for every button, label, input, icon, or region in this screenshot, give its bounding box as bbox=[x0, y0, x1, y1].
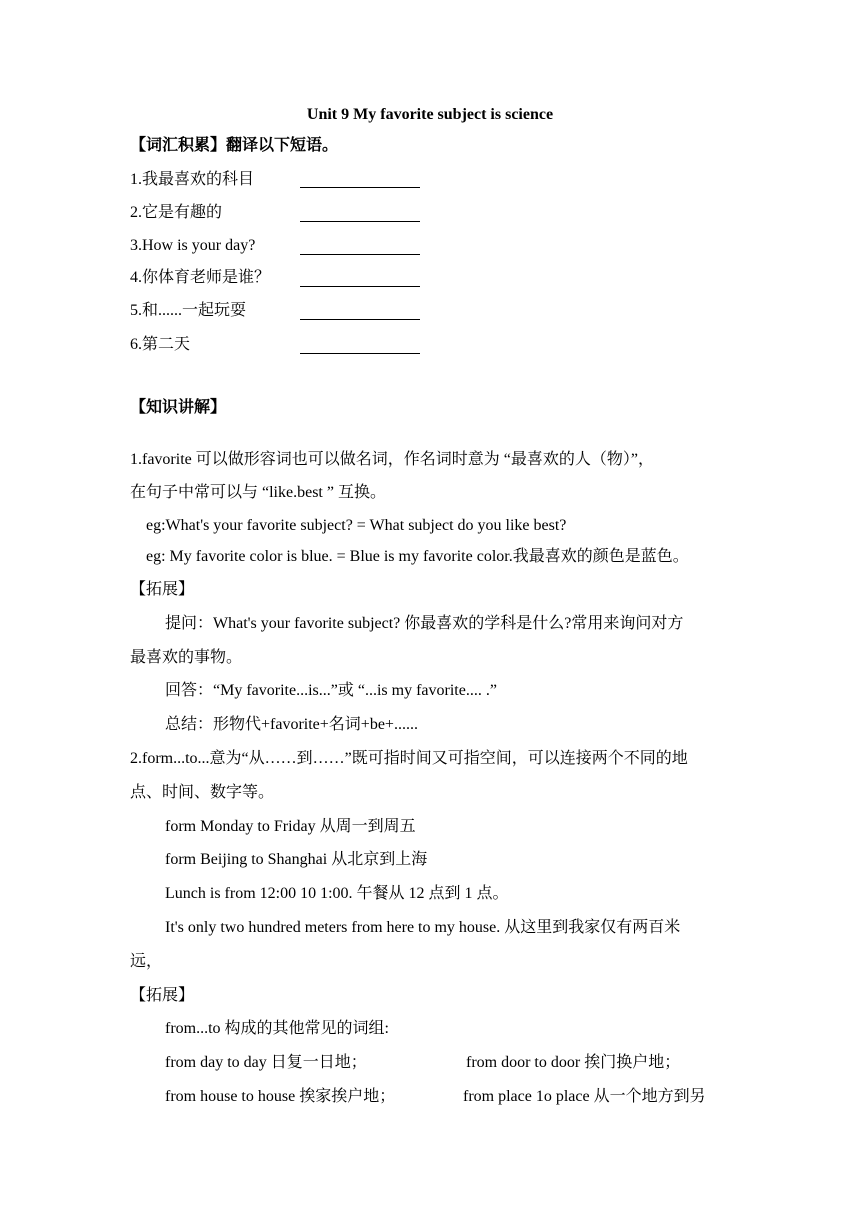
example-line: 远， bbox=[130, 953, 163, 970]
phrase-item: from house to house 挨家挨户地； bbox=[165, 1088, 396, 1105]
paragraph-line: 1.favorite 可以做形容词也可以做名词，作名词时意为 “最喜欢的人（物）”， bbox=[130, 451, 654, 468]
extension-header: 【拓展】 bbox=[130, 987, 195, 1004]
phrase-item: from place 1o place 从一个地方到另 bbox=[463, 1088, 706, 1105]
knowledge-header: 【知识讲解】 bbox=[130, 399, 227, 416]
vocab-item: 3.How is your day? bbox=[130, 237, 256, 254]
vocab-item: 2.它是有趣的 bbox=[130, 204, 223, 221]
paragraph-line: 2.form...to...意为“从……到……”既可指时间又可指空间，可以连接两个不同的地 bbox=[130, 750, 688, 767]
vocab-item: 5.和......一起玩耍 bbox=[130, 302, 247, 319]
extension-header: 【拓展】 bbox=[130, 581, 195, 598]
vocab-header: 【词汇积累】翻译以下短语。 bbox=[130, 137, 339, 154]
answer-blank[interactable] bbox=[300, 319, 420, 320]
example-line: eg:What's your favorite subject? = What subject do you like best? bbox=[146, 517, 567, 534]
paragraph-line: 回答：“My favorite...is...”或 “...is my favorite.... .” bbox=[165, 682, 497, 699]
phrase-item: from door to door 挨门换户地； bbox=[466, 1054, 681, 1071]
phrase-item: from day to day 日复一日地； bbox=[165, 1054, 367, 1071]
answer-blank[interactable] bbox=[300, 286, 420, 287]
paragraph-line: 点、时间、数字等。 bbox=[130, 784, 275, 801]
example-line: form Beijing to Shanghai 从北京到上海 bbox=[165, 851, 428, 868]
vocab-item: 6.第二天 bbox=[130, 336, 191, 353]
paragraph-line: 在句子中常可以与 “like.best ” 互换。 bbox=[130, 484, 386, 501]
example-line: eg: My favorite color is blue. = Blue is my favorite color.我最喜欢的颜色是蓝色。 bbox=[146, 548, 689, 565]
paragraph-line: 提问：What's your favorite subject? 你最喜欢的学科是什么?常用来询问对方 bbox=[165, 615, 684, 632]
vocab-item: 4.你体育老师是谁？ bbox=[130, 269, 271, 286]
page-title: Unit 9 My favorite subject is science bbox=[306, 106, 554, 123]
paragraph-line: 最喜欢的事物。 bbox=[130, 649, 243, 666]
vocab-item: 1.我最喜欢的科目 bbox=[130, 171, 255, 188]
example-line: form Monday to Friday 从周一到周五 bbox=[165, 818, 416, 835]
example-line: Lunch is from 12:00 10 1:00. 午餐从 12 点到 1 点。 bbox=[165, 885, 509, 902]
answer-blank[interactable] bbox=[300, 187, 420, 188]
paragraph-line: 总结：形物代+favorite+名词+be+...... bbox=[165, 716, 418, 733]
example-line: It's only two hundred meters from here to my house. 从这里到我家仅有两百米 bbox=[165, 919, 681, 936]
paragraph-line: from...to 构成的其他常见的词组: bbox=[165, 1020, 389, 1037]
answer-blank[interactable] bbox=[300, 221, 420, 222]
answer-blank[interactable] bbox=[300, 254, 420, 255]
answer-blank[interactable] bbox=[300, 353, 420, 354]
